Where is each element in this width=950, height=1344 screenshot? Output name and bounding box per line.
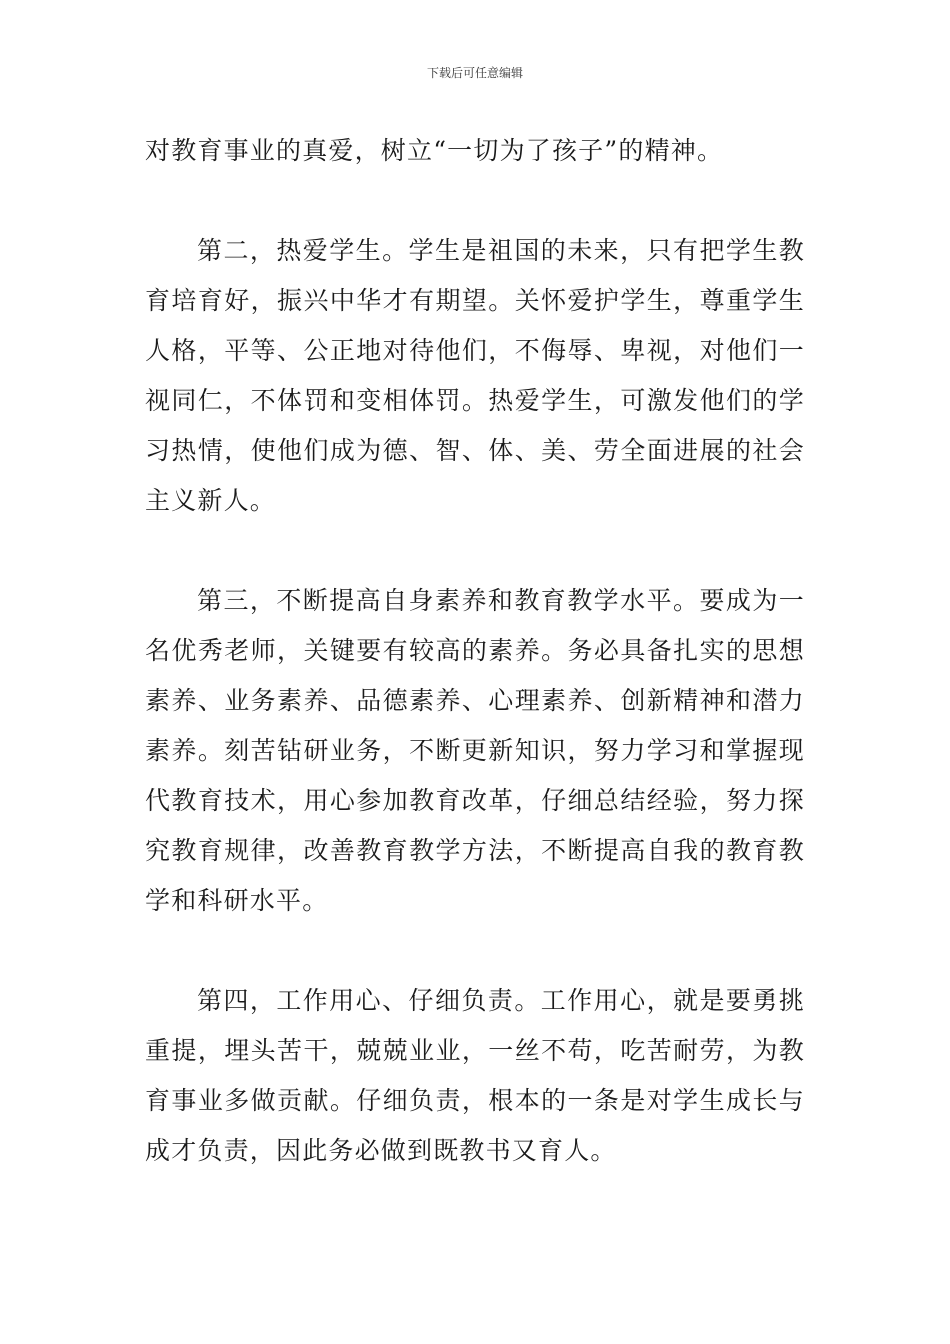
page-header: 下载后可任意编辑	[426, 66, 523, 80]
paragraph-gap	[145, 526, 805, 576]
paragraph-love-students: 第二，热爱学生。学生是祖国的未来，只有把学生教育培育好，振兴中华才有期望。关怀爱护学生，尊重学生人格，平等、公正地对待他们，不侮辱、卑视，对他们一视同仁，不体罚和变相体罚。热爱学生，可激发他们的学习热情，使他们成为德、智、体、美、劳全面进展的社会主义新人。	[145, 236, 805, 515]
paragraph-gap	[145, 926, 805, 976]
paragraph-gap	[145, 176, 805, 226]
paragraph-continued: 对教育事业的真爱，树立“一切为了孩子”的精神。	[145, 136, 724, 165]
paragraph-improve-quality: 第三，不断提高自身素养和教育教学水平。要成为一名优秀老师，关键要有较高的素养。务必具备扎实的思想素养、业务素养、品德素养、心理素养、创新精神和潜力素养。刻苦钻研业务，不断更新知识，努力学习和掌握现代教育技术，用心参加教育改革，仔细总结经验，努力探究教育规律，改善教育教学方法，不断提高自我的教育教学和科研水平。	[145, 586, 805, 915]
paragraph-work-responsibly: 第四，工作用心、仔细负责。工作用心，就是要勇挑重提，埋头苦干，兢兢业业，一丝不苟，吃苦耐劳，为教育事业多做贡献。仔细负责，根本的一条是对学生成长与成才负责，因此务必做到既教书又育人。	[145, 986, 805, 1165]
document-body	[145, 126, 805, 1176]
